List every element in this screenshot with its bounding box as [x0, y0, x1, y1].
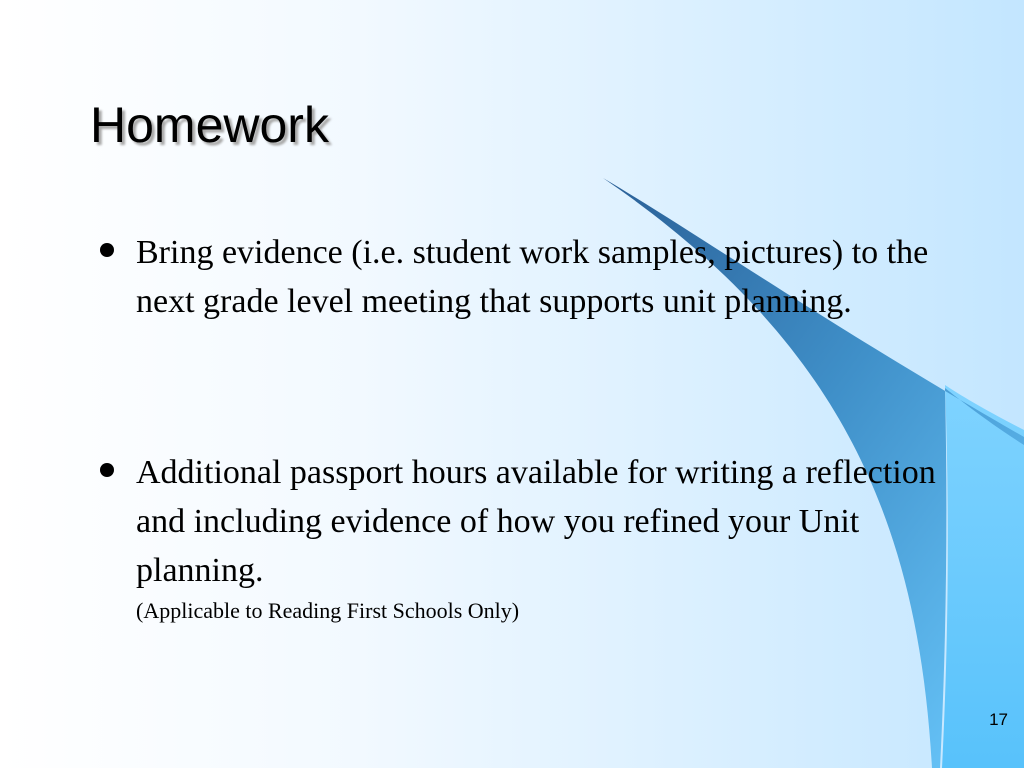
bullet-text: Additional passport hours available for writing a reflection and including evidence of how you refined your Unit planning. — [136, 454, 936, 589]
bullet-dot-icon — [100, 463, 114, 477]
light-wedge-shape — [942, 385, 1024, 768]
slide-number: 17 — [989, 710, 1008, 729]
bullet-dot-icon — [100, 243, 114, 257]
bullet-text: Bring evidence (i.e. student work samples, pictures) to the next grade level meeting that supports unit planning. — [136, 234, 929, 320]
bullet-note: (Applicable to Reading First Schools Only) — [136, 598, 520, 623]
slide-title: Homework — [90, 97, 329, 153]
bullet-text-block — [136, 448, 936, 625]
